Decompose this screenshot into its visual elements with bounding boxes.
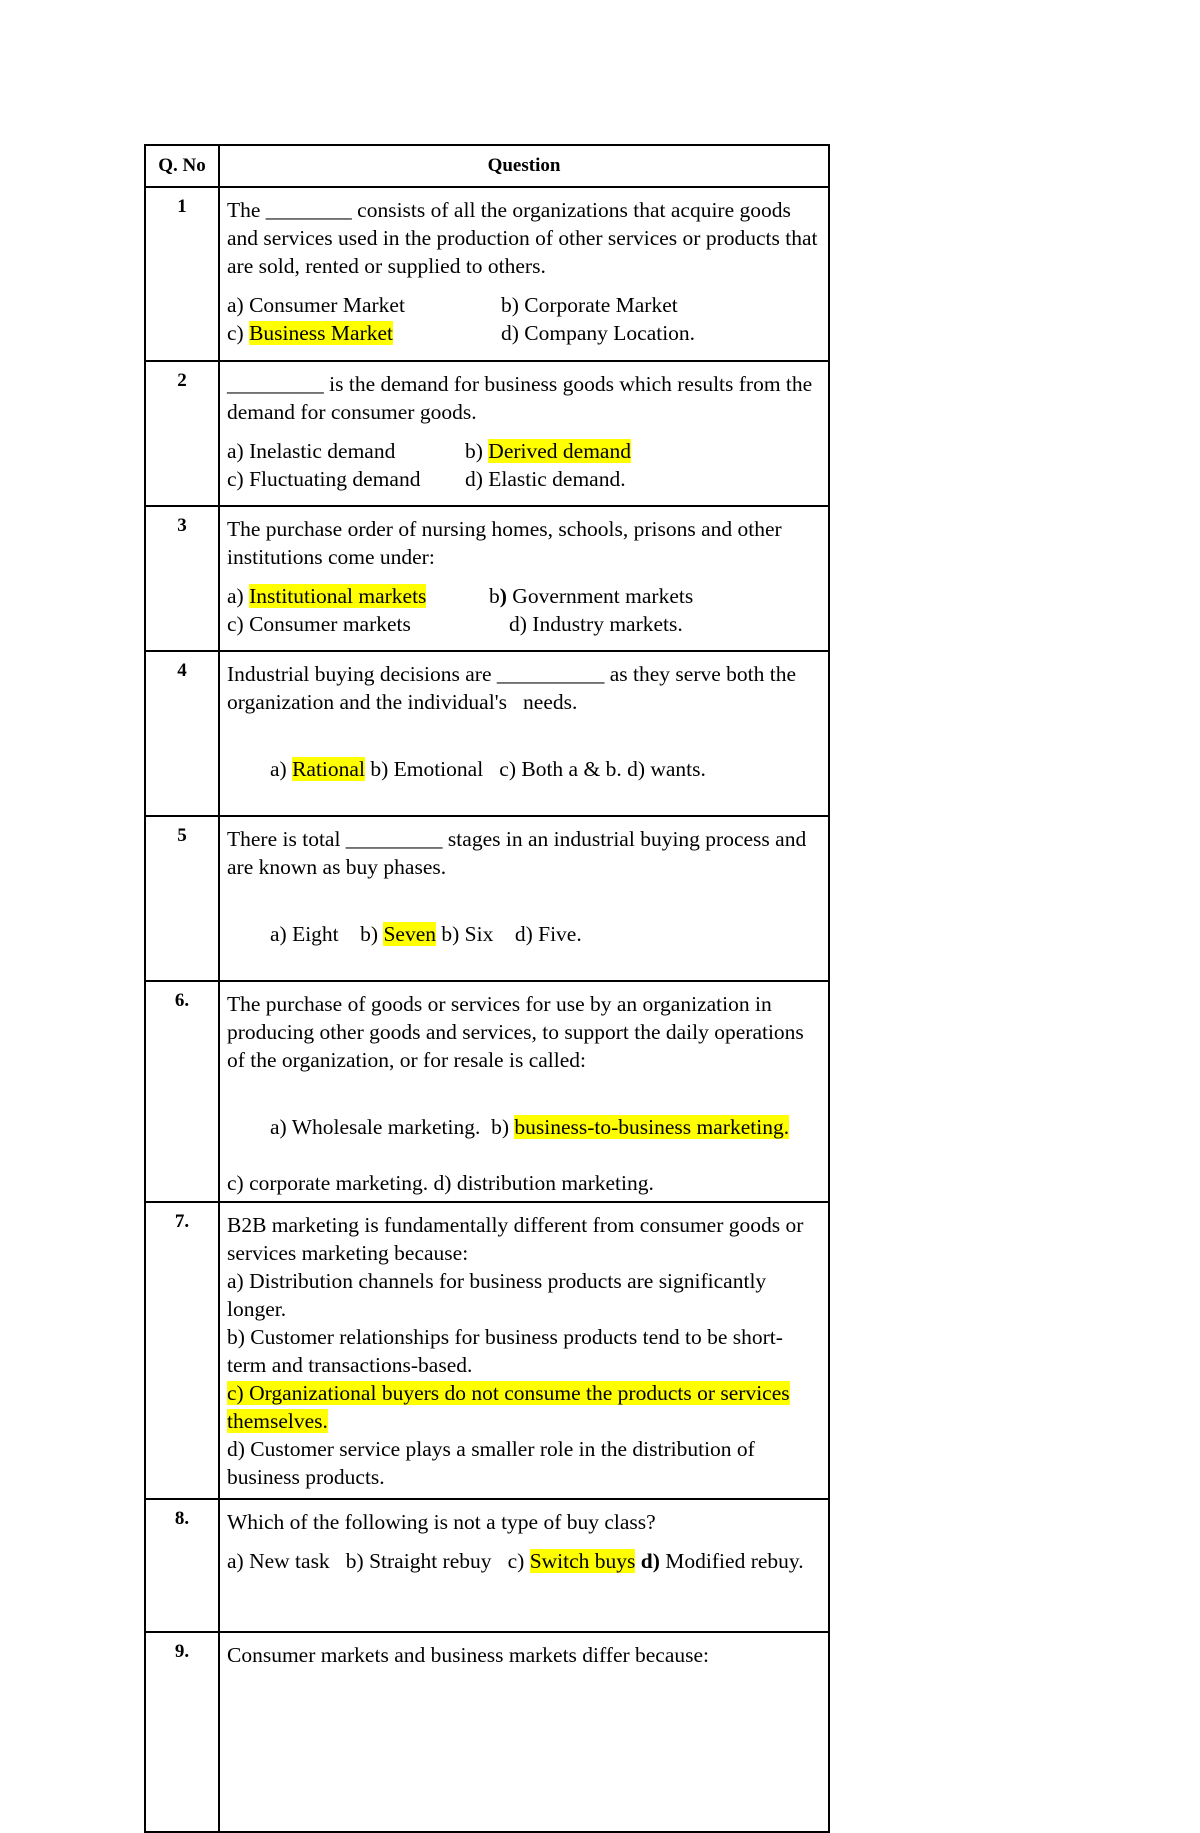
option-c — [227, 1379, 820, 1435]
answer-highlight: Institutional markets — [249, 584, 427, 608]
header-question: Question — [219, 145, 829, 187]
answer-highlight: Derived demand — [488, 439, 631, 463]
question-cell — [219, 651, 829, 816]
options-line — [227, 582, 820, 610]
option-d: d) Customer service plays a smaller role in the distribution of business products. — [227, 1437, 755, 1489]
options-line: c) corporate marketing. d) distribution marketing. — [227, 1171, 654, 1195]
question-cell — [219, 1632, 829, 1832]
table-row — [145, 187, 829, 361]
table-row — [145, 506, 829, 651]
answer-highlight: Switch buys — [529, 1549, 636, 1573]
table-row — [145, 361, 829, 506]
question-number: 8. — [145, 1499, 219, 1632]
answer-highlight: business-to-business marketing. — [514, 1115, 790, 1139]
options-line: a) Wholesale marketing. b) business-to-business marketing. — [270, 1115, 790, 1139]
option-a: a) Institutional markets — [227, 584, 427, 608]
question-stem: The purchase of goods or services for use by an organization in producing other goods and services, to support the daily operations of the organization, or for resale is called: — [227, 992, 804, 1072]
question-stem: There is total _________ stages in an industrial buying process and are known as buy phases. — [227, 827, 807, 879]
question-stem: Consumer markets and business markets differ because: — [227, 1643, 710, 1667]
options-line: a) New task b) Straight rebuy c) Switch buys d) Modified rebuy. — [227, 1549, 804, 1573]
option-d: d) Elastic demand. — [465, 467, 626, 491]
question-stem: The purchase order of nursing homes, schools, prisons and other institutions come under: — [227, 517, 782, 569]
question-cell — [219, 816, 829, 981]
table-row — [145, 651, 829, 816]
header-qno: Q. No — [145, 145, 219, 187]
option-c: c) Consumer markets — [227, 612, 411, 636]
options-line: a) Eight b) Seven b) Six d) Five. — [270, 922, 582, 946]
table-header-row — [145, 145, 829, 187]
table-row — [145, 1202, 829, 1499]
question-number: 6. — [145, 981, 219, 1202]
answer-highlight: c) Organizational buyers do not consume the products or services themselves. — [227, 1381, 790, 1433]
options-line — [227, 319, 820, 347]
question-stem: The ________ consists of all the organizations that acquire goods and services used in the production of other services or products that are sold, rented or supplied to others. — [227, 198, 818, 278]
question-cell — [219, 1202, 829, 1499]
option-a: a) Distribution channels for business products are significantly longer. — [227, 1269, 767, 1321]
answer-highlight: Rational — [292, 757, 365, 781]
table-row — [145, 816, 829, 981]
question-stem: _________ is the demand for business goods which results from the demand for consumer goods. — [227, 372, 813, 424]
option-a: a) Inelastic demand — [227, 439, 396, 463]
question-number: 1 — [145, 187, 219, 361]
answer-highlight: Business Market — [249, 321, 393, 345]
option-c: c) Fluctuating demand — [227, 467, 421, 491]
answer-highlight: Seven — [383, 922, 436, 946]
options-line — [227, 437, 820, 465]
question-number: 5 — [145, 816, 219, 981]
question-cell — [219, 1499, 829, 1632]
option-d: d) Company Location. — [501, 321, 696, 345]
question-table — [144, 144, 830, 1833]
option-b: b) Government markets — [489, 584, 694, 608]
option-b: b) Customer relationships for business products tend to be short-term and transactions-based. — [227, 1325, 783, 1377]
options-line — [227, 465, 820, 493]
option-d: d) Industry markets. — [509, 612, 683, 636]
question-cell — [219, 361, 829, 506]
option-a: a) Consumer Market — [227, 293, 405, 317]
table-row — [145, 1499, 829, 1632]
table-row — [145, 1632, 829, 1832]
question-number: 7. — [145, 1202, 219, 1499]
option-b: b) Derived demand — [465, 439, 631, 463]
option-b: b) Corporate Market — [501, 293, 678, 317]
question-cell — [219, 981, 829, 1202]
table-row — [145, 981, 829, 1202]
question-number: 4 — [145, 651, 219, 816]
options-line: a) Rational b) Emotional c) Both a & b. d) wants. — [270, 757, 706, 781]
question-cell — [219, 506, 829, 651]
question-stem: B2B marketing is fundamentally different from consumer goods or services marketing because: — [227, 1213, 804, 1265]
question-number: 9. — [145, 1632, 219, 1832]
option-c: c) Business Market — [227, 321, 393, 345]
options-line — [227, 291, 820, 319]
question-stem: Industrial buying decisions are __________ as they serve both the organization and the individual's needs. — [227, 662, 802, 714]
question-cell — [219, 187, 829, 361]
question-stem: Which of the following is not a type of buy class? — [227, 1510, 656, 1534]
question-number: 2 — [145, 361, 219, 506]
options-line — [227, 610, 820, 638]
question-number: 3 — [145, 506, 219, 651]
